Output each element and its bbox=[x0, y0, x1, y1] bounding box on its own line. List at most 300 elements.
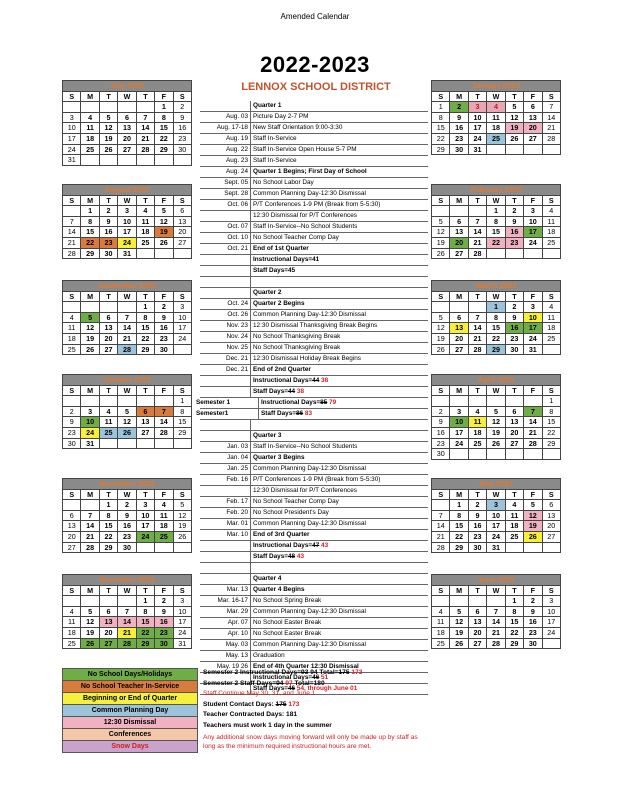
day-cell: 25 bbox=[99, 427, 117, 438]
day-cell: 10 bbox=[542, 606, 560, 617]
day-cell: 6 bbox=[450, 312, 468, 323]
day-cell: 23 bbox=[173, 133, 191, 144]
weekday-header: S bbox=[173, 291, 191, 302]
event-text: Quarter 3 bbox=[250, 431, 428, 441]
event-date: May. 19 26 bbox=[216, 663, 248, 670]
event-date: Nov. 24 bbox=[226, 333, 248, 340]
day-cell: 4 bbox=[155, 500, 173, 511]
day-cell: 9 bbox=[505, 216, 523, 227]
day-cell: 29 bbox=[136, 638, 154, 649]
event-text: Quarter 2 bbox=[250, 288, 428, 298]
event-row bbox=[200, 552, 428, 563]
day-cell: 21 bbox=[81, 531, 99, 542]
day-cell: 28 bbox=[524, 438, 542, 449]
event-row bbox=[200, 299, 428, 310]
event-date bbox=[200, 101, 250, 111]
day-cell: 6 bbox=[173, 206, 191, 217]
weekday-header: S bbox=[432, 385, 450, 396]
legend-item: No School Teacher In-Service bbox=[62, 681, 198, 693]
day-cell: 20 bbox=[450, 333, 468, 344]
weekday-header: T bbox=[505, 489, 523, 500]
event-text: Staff Days=44 38 bbox=[250, 387, 428, 397]
event-date bbox=[200, 376, 250, 386]
day-cell: 12 bbox=[155, 216, 173, 227]
weekday-header: T bbox=[468, 385, 486, 396]
day-cell: 23 bbox=[524, 627, 542, 638]
day-cell: 4 bbox=[99, 406, 117, 417]
day-cell: 14 bbox=[155, 417, 173, 428]
day-cell: 7 bbox=[542, 102, 560, 113]
event-date: Feb. 16 bbox=[226, 476, 248, 483]
event-row bbox=[200, 123, 428, 134]
event-text: Instructional Days=41 bbox=[250, 255, 428, 265]
day-cell: 31 bbox=[118, 248, 136, 259]
weekday-header: S bbox=[63, 585, 81, 596]
weekday-header: W bbox=[118, 195, 136, 206]
event-text: Staff In-Service--No School Students bbox=[250, 442, 428, 452]
day-cell: 9 bbox=[63, 417, 81, 428]
day-cell: 23 bbox=[432, 438, 450, 449]
day-cell: 24 bbox=[450, 438, 468, 449]
day-cell: 20 bbox=[505, 427, 523, 438]
day-cell: 29 bbox=[542, 438, 560, 449]
empty-cell bbox=[524, 144, 542, 155]
event-row bbox=[200, 629, 428, 640]
day-cell: 19 bbox=[432, 237, 450, 248]
semester2-instructional-days: Semester 2 Instructional Days=93 94 Total=175 173 bbox=[203, 669, 363, 676]
day-cell: 7 bbox=[118, 606, 136, 617]
empty-cell bbox=[450, 596, 468, 607]
day-cell: 11 bbox=[542, 312, 560, 323]
event-text: Staff Days=48 43 bbox=[250, 552, 428, 562]
event-text: Quarter 1 bbox=[250, 101, 428, 111]
day-cell: 5 bbox=[524, 500, 542, 511]
day-cell: 3 bbox=[81, 406, 99, 417]
weekday-header: T bbox=[505, 585, 523, 596]
month-title: March 2023 bbox=[432, 281, 561, 292]
event-row bbox=[200, 530, 428, 541]
event-row bbox=[200, 244, 428, 255]
day-cell: 27 bbox=[173, 237, 191, 248]
event-row bbox=[200, 288, 428, 299]
legend-item: Beginning or End of Quarter bbox=[62, 693, 198, 705]
empty-cell bbox=[81, 596, 99, 607]
event-row bbox=[196, 398, 428, 409]
event-date: Aug. 19 bbox=[225, 135, 248, 142]
weekday-header: F bbox=[524, 385, 542, 396]
weekday-header: W bbox=[118, 585, 136, 596]
day-cell: 24 bbox=[524, 333, 542, 344]
day-cell: 28 bbox=[136, 144, 154, 155]
event-date bbox=[200, 541, 250, 551]
empty-cell bbox=[81, 302, 99, 313]
day-cell: 6 bbox=[99, 606, 117, 617]
month-table bbox=[431, 478, 561, 553]
empty-cell bbox=[136, 155, 154, 166]
weekday-header: T bbox=[505, 195, 523, 206]
day-cell: 4 bbox=[542, 302, 560, 313]
event-text: Instructional Days=44 38 bbox=[250, 376, 428, 386]
empty-cell bbox=[468, 596, 486, 607]
event-text: Common Planning Day-12:30 Dismissal bbox=[250, 189, 428, 199]
day-cell: 29 bbox=[450, 542, 468, 553]
day-cell: 14 bbox=[468, 227, 486, 238]
day-cell: 11 bbox=[155, 510, 173, 521]
event-row bbox=[200, 475, 428, 486]
empty-cell bbox=[450, 396, 468, 407]
day-cell: 12 bbox=[81, 323, 99, 334]
weekday-header: S bbox=[542, 291, 560, 302]
day-cell: 27 bbox=[99, 638, 117, 649]
day-cell: 16 bbox=[468, 521, 486, 532]
weekday-header: F bbox=[155, 291, 173, 302]
event-text: Graduation bbox=[250, 651, 428, 661]
day-cell: 30 bbox=[432, 449, 450, 460]
day-cell: 24 bbox=[118, 237, 136, 248]
day-cell: 13 bbox=[99, 323, 117, 334]
event-text: Staff In-Service bbox=[250, 134, 428, 144]
day-cell: 12 bbox=[81, 617, 99, 628]
weekday-header: M bbox=[81, 91, 99, 102]
event-text bbox=[250, 563, 428, 573]
day-cell: 8 bbox=[542, 406, 560, 417]
day-cell: 15 bbox=[81, 227, 99, 238]
event-date: Apr. 07 bbox=[227, 619, 248, 626]
day-cell: 2 bbox=[155, 302, 173, 313]
month-title: January 2023 bbox=[432, 81, 561, 92]
day-cell: 10 bbox=[173, 606, 191, 617]
empty-cell bbox=[468, 206, 486, 217]
weekday-header: M bbox=[450, 385, 468, 396]
day-cell: 6 bbox=[524, 102, 542, 113]
day-cell: 20 bbox=[99, 333, 117, 344]
day-cell: 19 bbox=[155, 227, 173, 238]
day-cell: 26 bbox=[81, 638, 99, 649]
day-cell: 10 bbox=[63, 123, 81, 134]
day-cell: 14 bbox=[81, 521, 99, 532]
day-cell: 11 bbox=[99, 417, 117, 428]
day-cell: 1 bbox=[99, 500, 117, 511]
event-row bbox=[200, 178, 428, 189]
amended-label: Amended Calendar bbox=[280, 12, 350, 21]
event-date: Oct. 07 bbox=[227, 223, 248, 230]
empty-cell bbox=[487, 449, 505, 460]
event-text: P/T Conferences 1-9 PM (Break from 5-5:30) bbox=[250, 200, 428, 210]
empty-cell bbox=[173, 438, 191, 449]
day-cell: 19 bbox=[432, 333, 450, 344]
day-cell: 17 bbox=[468, 123, 486, 134]
day-cell: 8 bbox=[99, 510, 117, 521]
empty-cell bbox=[63, 206, 81, 217]
day-cell: 22 bbox=[487, 237, 505, 248]
empty-cell bbox=[99, 302, 117, 313]
teachers-summer-note: Teachers must work 1 day in the summer bbox=[203, 721, 332, 729]
day-cell: 1 bbox=[173, 396, 191, 407]
event-text: No School Spring Break bbox=[250, 596, 428, 606]
month-table bbox=[431, 374, 561, 460]
day-cell: 7 bbox=[63, 216, 81, 227]
weekday-header: T bbox=[505, 291, 523, 302]
day-cell: 2 bbox=[505, 206, 523, 217]
event-text: 12:30 Dismissal for P/T Conferences bbox=[250, 486, 428, 496]
empty-cell bbox=[542, 144, 560, 155]
day-cell: 5 bbox=[173, 500, 191, 511]
day-cell: 3 bbox=[173, 302, 191, 313]
day-cell: 24 bbox=[63, 144, 81, 155]
day-cell: 10 bbox=[173, 312, 191, 323]
empty-cell bbox=[173, 344, 191, 355]
event-row bbox=[200, 618, 428, 629]
weekday-header: T bbox=[99, 91, 117, 102]
day-cell: 11 bbox=[136, 216, 154, 227]
month-table bbox=[62, 478, 192, 553]
day-cell: 17 bbox=[118, 227, 136, 238]
day-cell: 7 bbox=[468, 312, 486, 323]
event-date: Feb. 17 bbox=[226, 498, 248, 505]
weekday-header: M bbox=[450, 489, 468, 500]
event-text bbox=[250, 277, 428, 287]
day-cell: 23 bbox=[155, 333, 173, 344]
legend-item: 12:30 Dismissal bbox=[62, 717, 198, 729]
weekday-header: S bbox=[432, 585, 450, 596]
event-text: Quarter 4 bbox=[250, 574, 428, 584]
month-title: May 2023 bbox=[432, 479, 561, 490]
day-cell: 18 bbox=[468, 427, 486, 438]
weekday-header: M bbox=[450, 195, 468, 206]
day-cell: 31 bbox=[63, 155, 81, 166]
empty-cell bbox=[63, 396, 81, 407]
weekday-header: S bbox=[432, 91, 450, 102]
day-cell: 1 bbox=[450, 500, 468, 511]
day-cell: 10 bbox=[487, 510, 505, 521]
weekday-header: T bbox=[468, 489, 486, 500]
event-date bbox=[200, 387, 250, 397]
day-cell: 31 bbox=[487, 542, 505, 553]
day-cell: 6 bbox=[505, 406, 523, 417]
event-date: Oct. 24 bbox=[227, 300, 248, 307]
month-table bbox=[62, 80, 192, 166]
empty-cell bbox=[450, 449, 468, 460]
empty-cell bbox=[487, 144, 505, 155]
event-text: Staff Days=45 bbox=[250, 266, 428, 276]
weekday-header: F bbox=[155, 585, 173, 596]
day-cell: 9 bbox=[468, 510, 486, 521]
weekday-header: T bbox=[99, 195, 117, 206]
day-cell: 28 bbox=[542, 133, 560, 144]
day-cell: 8 bbox=[136, 606, 154, 617]
empty-cell bbox=[432, 500, 450, 511]
event-text: End of 4th Quarter 12:30 Dismissal bbox=[250, 662, 428, 672]
day-cell: 7 bbox=[155, 406, 173, 417]
empty-cell bbox=[99, 396, 117, 407]
day-cell: 9 bbox=[173, 112, 191, 123]
day-cell: 21 bbox=[468, 237, 486, 248]
day-cell: 25 bbox=[468, 438, 486, 449]
day-cell: 12 bbox=[432, 227, 450, 238]
event-date: Oct. 06 bbox=[227, 201, 248, 208]
event-row bbox=[200, 145, 428, 156]
event-date: Mar. 13 bbox=[226, 586, 248, 593]
day-cell: 10 bbox=[524, 216, 542, 227]
day-cell: 27 bbox=[542, 531, 560, 542]
empty-cell bbox=[63, 102, 81, 113]
event-row bbox=[200, 233, 428, 244]
empty-cell bbox=[505, 542, 523, 553]
empty-cell bbox=[99, 596, 117, 607]
weekday-header: M bbox=[450, 291, 468, 302]
day-cell: 17 bbox=[487, 521, 505, 532]
weekday-header: M bbox=[450, 585, 468, 596]
day-cell: 18 bbox=[155, 521, 173, 532]
event-date bbox=[200, 431, 250, 441]
day-cell: 22 bbox=[81, 237, 99, 248]
day-cell: 26 bbox=[505, 133, 523, 144]
event-text: No School Thanksgiving Break bbox=[250, 332, 428, 342]
empty-cell bbox=[542, 248, 560, 259]
event-row bbox=[200, 211, 428, 222]
event-text: Picture Day 2-7 PM bbox=[250, 112, 428, 122]
empty-cell bbox=[542, 638, 560, 649]
weekday-header: M bbox=[450, 91, 468, 102]
empty-cell bbox=[487, 248, 505, 259]
day-cell: 22 bbox=[136, 333, 154, 344]
empty-cell bbox=[542, 449, 560, 460]
day-cell: 25 bbox=[63, 638, 81, 649]
day-cell: 6 bbox=[63, 510, 81, 521]
day-cell: 13 bbox=[173, 216, 191, 227]
weekday-header: T bbox=[136, 489, 154, 500]
day-cell: 28 bbox=[155, 427, 173, 438]
day-cell: 28 bbox=[432, 542, 450, 553]
day-cell: 12 bbox=[432, 323, 450, 334]
day-cell: 2 bbox=[432, 406, 450, 417]
empty-cell bbox=[432, 206, 450, 217]
day-cell: 12 bbox=[450, 617, 468, 628]
event-text: Common Planning Day-12:30 Dismissal bbox=[250, 640, 428, 650]
day-cell: 16 bbox=[155, 617, 173, 628]
weekday-header: S bbox=[432, 291, 450, 302]
day-cell: 13 bbox=[450, 227, 468, 238]
day-cell: 29 bbox=[173, 427, 191, 438]
day-cell: 27 bbox=[524, 133, 542, 144]
month-title: June 2023 bbox=[432, 575, 561, 586]
day-cell: 21 bbox=[432, 531, 450, 542]
day-cell: 15 bbox=[505, 617, 523, 628]
day-cell: 18 bbox=[505, 521, 523, 532]
day-cell: 21 bbox=[542, 123, 560, 134]
day-cell: 8 bbox=[81, 216, 99, 227]
day-cell: 13 bbox=[118, 123, 136, 134]
day-cell: 25 bbox=[542, 333, 560, 344]
day-cell: 14 bbox=[524, 417, 542, 428]
event-date: Dec. 21 bbox=[225, 366, 248, 373]
empty-cell bbox=[173, 155, 191, 166]
empty-cell bbox=[173, 542, 191, 553]
month-table bbox=[431, 184, 561, 259]
day-cell: 4 bbox=[487, 102, 505, 113]
day-cell: 29 bbox=[136, 344, 154, 355]
day-cell: 23 bbox=[468, 531, 486, 542]
month-title: July 2022 bbox=[63, 81, 192, 92]
empty-cell bbox=[99, 102, 117, 113]
weekday-header: F bbox=[524, 489, 542, 500]
day-cell: 1 bbox=[136, 596, 154, 607]
day-cell: 8 bbox=[487, 216, 505, 227]
event-date: Aug. 23 bbox=[225, 157, 248, 164]
empty-cell bbox=[118, 596, 136, 607]
day-cell: 4 bbox=[63, 312, 81, 323]
day-cell: 15 bbox=[487, 323, 505, 334]
day-cell: 9 bbox=[99, 216, 117, 227]
day-cell: 8 bbox=[487, 312, 505, 323]
weekday-header: T bbox=[99, 385, 117, 396]
weekday-header: F bbox=[524, 91, 542, 102]
day-cell: 16 bbox=[432, 427, 450, 438]
day-cell: 2 bbox=[524, 596, 542, 607]
day-cell: 7 bbox=[118, 312, 136, 323]
event-date: May. 03 bbox=[225, 641, 248, 648]
event-date: Aug. 24 bbox=[225, 168, 248, 175]
day-cell: 24 bbox=[136, 531, 154, 542]
student-contact-days: Student Contact Days: 175 173 bbox=[203, 700, 300, 708]
day-cell: 17 bbox=[450, 427, 468, 438]
day-cell: 13 bbox=[468, 617, 486, 628]
weekday-header: S bbox=[63, 291, 81, 302]
day-cell: 24 bbox=[173, 627, 191, 638]
event-date: Jan. 03 bbox=[227, 443, 248, 450]
event-date: Apr. 10 bbox=[227, 630, 248, 637]
day-cell: 18 bbox=[487, 123, 505, 134]
event-row bbox=[200, 563, 428, 574]
day-cell: 22 bbox=[505, 627, 523, 638]
empty-cell bbox=[81, 500, 99, 511]
day-cell: 11 bbox=[468, 417, 486, 428]
event-text: End of 2nd Quarter bbox=[250, 365, 428, 375]
weekday-header: S bbox=[63, 195, 81, 206]
empty-cell bbox=[542, 344, 560, 355]
day-cell: 12 bbox=[118, 417, 136, 428]
empty-cell bbox=[118, 396, 136, 407]
day-cell: 3 bbox=[468, 102, 486, 113]
empty-cell bbox=[487, 596, 505, 607]
day-cell: 2 bbox=[63, 406, 81, 417]
day-cell: 6 bbox=[542, 500, 560, 511]
event-row bbox=[200, 354, 428, 365]
day-cell: 7 bbox=[136, 112, 154, 123]
day-cell: 11 bbox=[81, 123, 99, 134]
event-date: Sept. 28 bbox=[224, 190, 248, 197]
event-date bbox=[200, 420, 250, 430]
day-cell: 2 bbox=[450, 102, 468, 113]
day-cell: 4 bbox=[81, 112, 99, 123]
day-cell: 6 bbox=[118, 112, 136, 123]
day-cell: 13 bbox=[542, 510, 560, 521]
empty-cell bbox=[136, 542, 154, 553]
day-cell: 5 bbox=[81, 312, 99, 323]
empty-cell bbox=[432, 396, 450, 407]
event-date: Mar. 16-17 bbox=[217, 597, 248, 604]
event-row bbox=[196, 409, 428, 420]
day-cell: 19 bbox=[524, 521, 542, 532]
day-cell: 30 bbox=[155, 638, 173, 649]
day-cell: 25 bbox=[155, 531, 173, 542]
month-table bbox=[431, 80, 561, 155]
day-cell: 9 bbox=[450, 112, 468, 123]
day-cell: 16 bbox=[505, 323, 523, 334]
day-cell: 16 bbox=[173, 123, 191, 134]
event-date bbox=[200, 211, 250, 221]
month-table bbox=[62, 374, 192, 449]
